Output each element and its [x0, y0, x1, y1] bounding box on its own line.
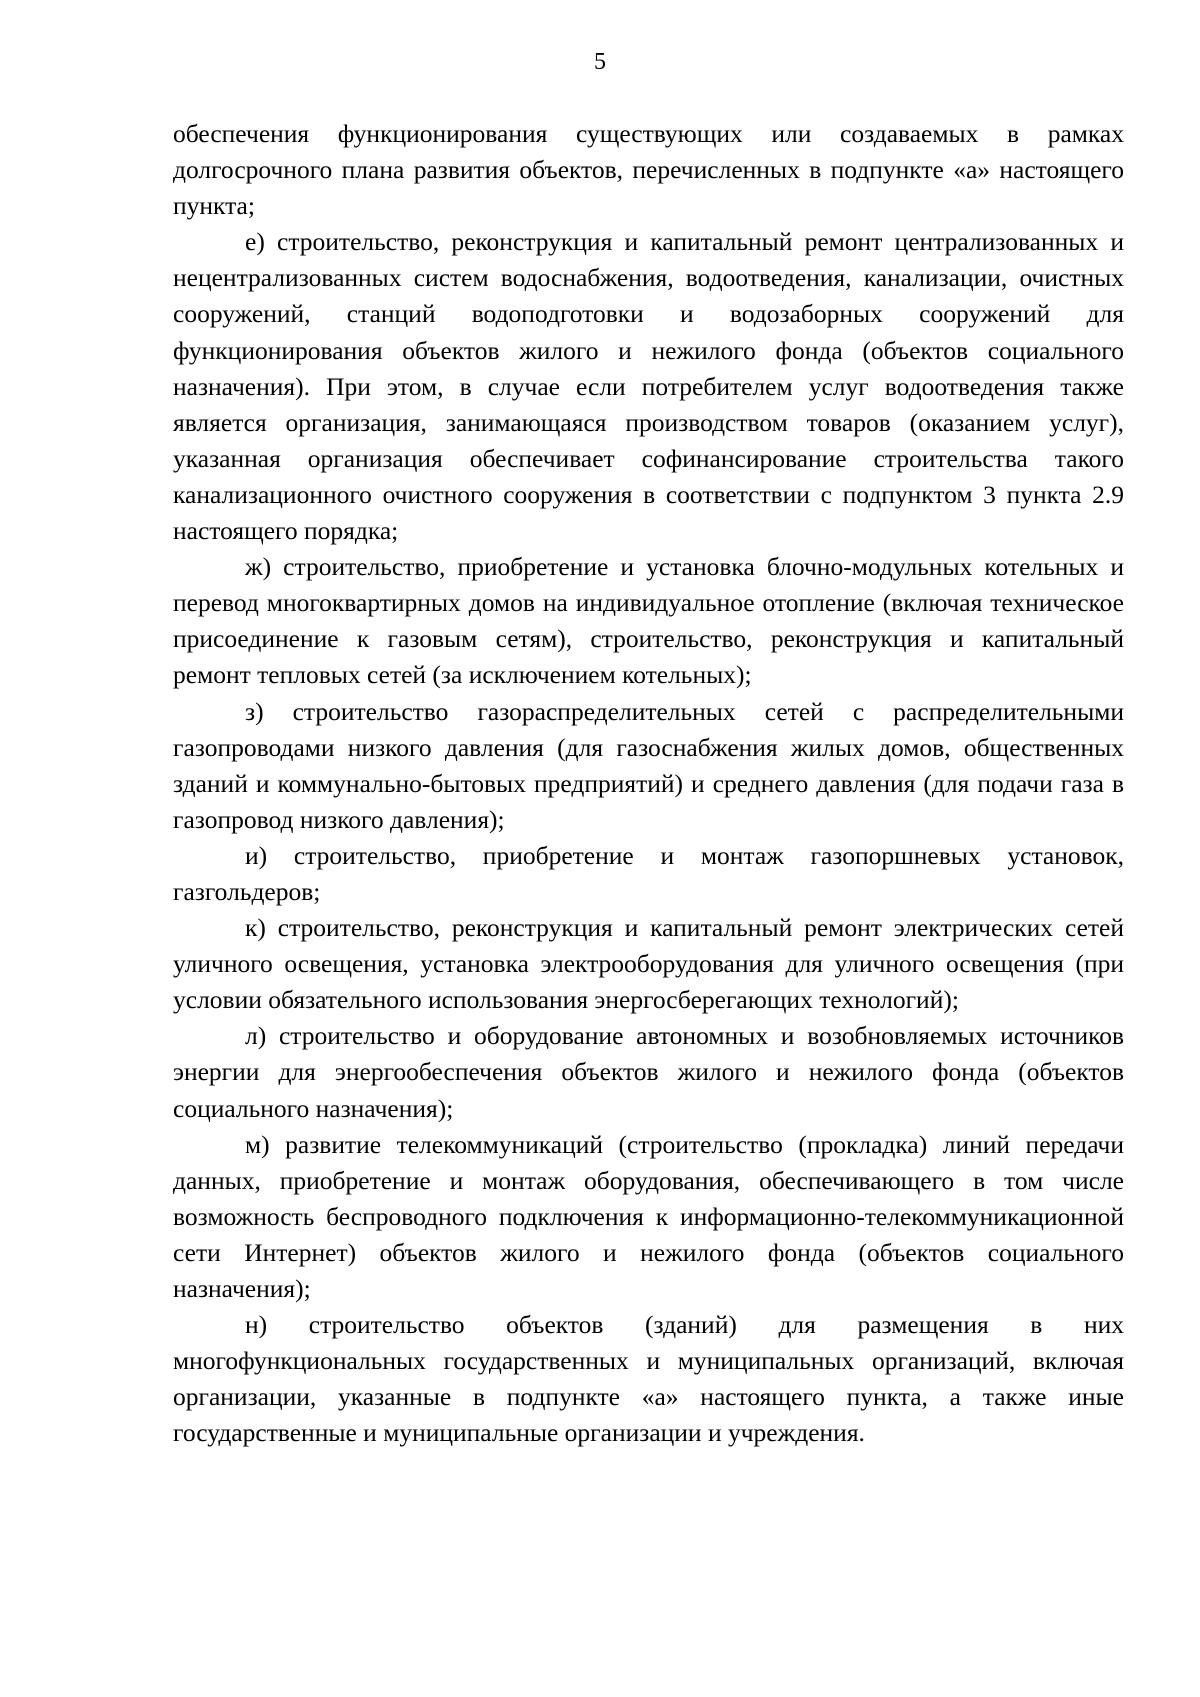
page-number: 5: [594, 49, 606, 75]
paragraph-item-z: з) строительство газораспределительных сетей с распределительными газопроводами низкого давления (для газоснабжения жилых домов, общественных зданий и коммунально-бытовых предприятий) и среднего давления (для подачи газа в газопровод низкого давления);: [173, 696, 1124, 834]
paragraph-item-l: л) строительство и оборудование автономных и возобновляемых источников энергии для энергообеспечения объектов жилого и нежилого фонда (объектов социального назначения);: [173, 1021, 1124, 1123]
document-body: [173, 116, 1124, 1451]
paragraph-item-m: м) развитие телекоммуникаций (строительство (прокладка) линий передачи данных, приобретение и монтаж оборудования, обеспечивающего в том числе возможность беспроводного подключения к информационно-телекоммуникационной сети Интернет) объектов жилого и нежилого фонда (объектов социального назначения);: [173, 1129, 1124, 1303]
paragraph-item-zh: ж) строительство, приобретение и установка блочно-модульных котельных и перевод многоквартирных домов на индивидуальное отопление (включая техническое присоединение к газовым сетям), строительство, реконструкция и капитальный ремонт тепловых сетей (за исключением котельных);: [173, 552, 1124, 690]
paragraph-item-e: е) строительство, реконструкция и капитальный ремонт централизованных и нецентрализованных систем водоснабжения, водоотведения, канализации, очистных сооружений, станций водоподготовки и водозаборных сооружений для функционирования объектов жилого и нежилого фонда (объектов социального назначения). При этом, в случае если потребителем услуг водоотведения также является организация, занимающаяся производством товаров (оказанием услуг), указанная организация обеспечивает софинансирование строительства такого канализационного очистного сооружения в соответствии с подпунктом 3 пункта 2.9 настоящего порядка;: [173, 227, 1124, 546]
paragraph-item-k: к) строительство, реконструкция и капитальный ремонт электрических сетей уличного освещения, установка электрооборудования для уличного освещения (при условии обязательного использования энергосберегающих технологий);: [173, 913, 1124, 1015]
paragraph-item-n: н) строительство объектов (зданий) для размещения в них многофункциональных государственных и муниципальных организаций, включая организации, указанные в подпункте «а» настоящего пункта, а также иные государственные и муниципальные организации и учреждения.: [173, 1310, 1124, 1448]
paragraph-continuation: обеспечения функционирования существующих или создаваемых в рамках долгосрочного плана развития объектов, перечисленных в подпункте «а» настоящего пункта;: [173, 119, 1124, 221]
paragraph-item-i: и) строительство, приобретение и монтаж газопоршневых установок, газгольдеров;: [173, 840, 1124, 906]
